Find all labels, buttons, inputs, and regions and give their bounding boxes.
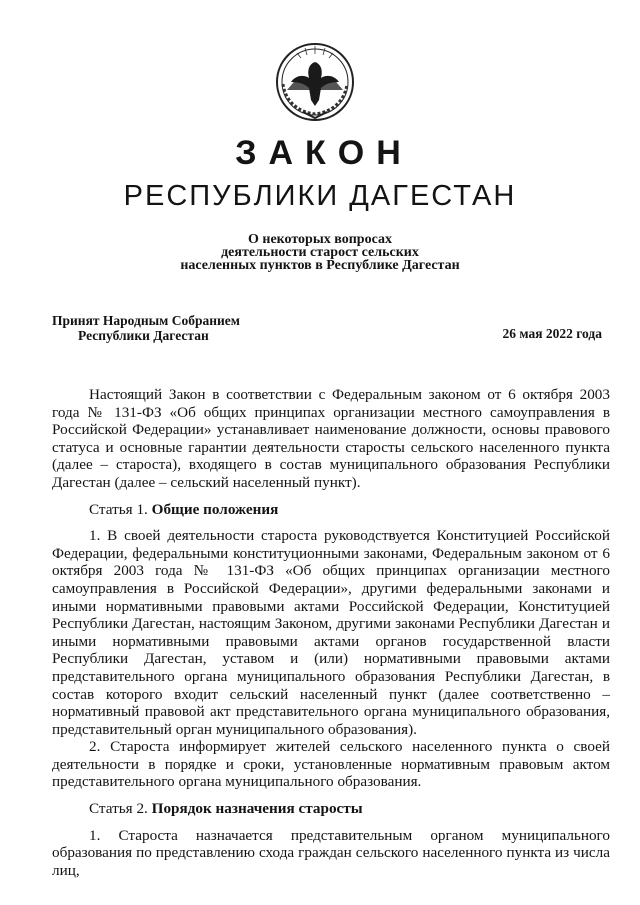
adoption-note xyxy=(52,313,240,343)
preamble-paragraph: Настоящий Закон в соответствии с Федеральным законом от 6 октября 2003 года № 131-ФЗ «Об общих принципах организации местного самоуправления в Российской Федерации» устанавливает наименование должности, основы правового статуса и основные гарантии деятельности старосты сельского населенного пункта (далее – староста), входящего в состав муниципального образования Республики Дагестан (далее – сельский населенный пункт). xyxy=(52,386,610,491)
article-paragraph: 1. Староста назначается представительным органом муниципального образования по представлению схода граждан сельского населенного пункта из числа лиц, xyxy=(52,826,610,879)
article-label: Статья 1. xyxy=(89,500,148,518)
law-title-line: О некоторых вопросах xyxy=(248,232,392,247)
article-label: Статья 2. xyxy=(89,800,148,818)
coat-of-arms-emblem xyxy=(273,40,357,124)
article-heading xyxy=(52,800,610,818)
law-heading: ЗАКОН xyxy=(235,134,413,172)
law-title-line: деятельности старост сельских xyxy=(221,245,419,260)
adoption-line: Принят Народным Собранием xyxy=(52,313,240,328)
law-title xyxy=(100,233,540,272)
law-body xyxy=(52,386,610,879)
article-paragraph: 1. В своей деятельности староста руководствуется Конституцией Российской Федерации, федеральными конституционными законами, Федеральным законом от 6 октября 2003 года № 131-ФЗ «Об общих принципах организации местного самоуправления в Российской Федерации», другими федеральными законами и иными нормативными правовыми актами Российской Федерации, Конституцией Республики Дагестан, настоящим Законом, другими законами Республики Дагестан и иными нормативными правовыми актами органов государственной власти Республики Дагестан, уставом и (или) нормативными правовыми актами представительного органа муниципального образования Республики Дагестан, в состав которого входит сельский населенный пункт (далее соответственно – нормативный правовой акт представительного органа муниципального образования, представительный орган муниципального образования). xyxy=(52,527,610,738)
adoption-line: Республики Дагестан xyxy=(78,328,209,343)
adoption-date: 26 мая 2022 года xyxy=(502,326,602,341)
article-paragraph: 2. Староста информирует жителей сельского населенного пункта о своей деятельности в порядке и сроки, установленные нормативным правовым актом представительного органа муниципального образования. xyxy=(52,738,610,791)
article-heading xyxy=(52,501,610,519)
article-title: Порядок назначения старосты xyxy=(151,800,363,818)
law-title-line: населенных пунктов в Республике Дагестан xyxy=(180,258,460,273)
article-title: Общие положения xyxy=(151,500,279,518)
republic-heading: РЕСПУБЛИКИ ДАГЕСТАН xyxy=(123,180,517,212)
